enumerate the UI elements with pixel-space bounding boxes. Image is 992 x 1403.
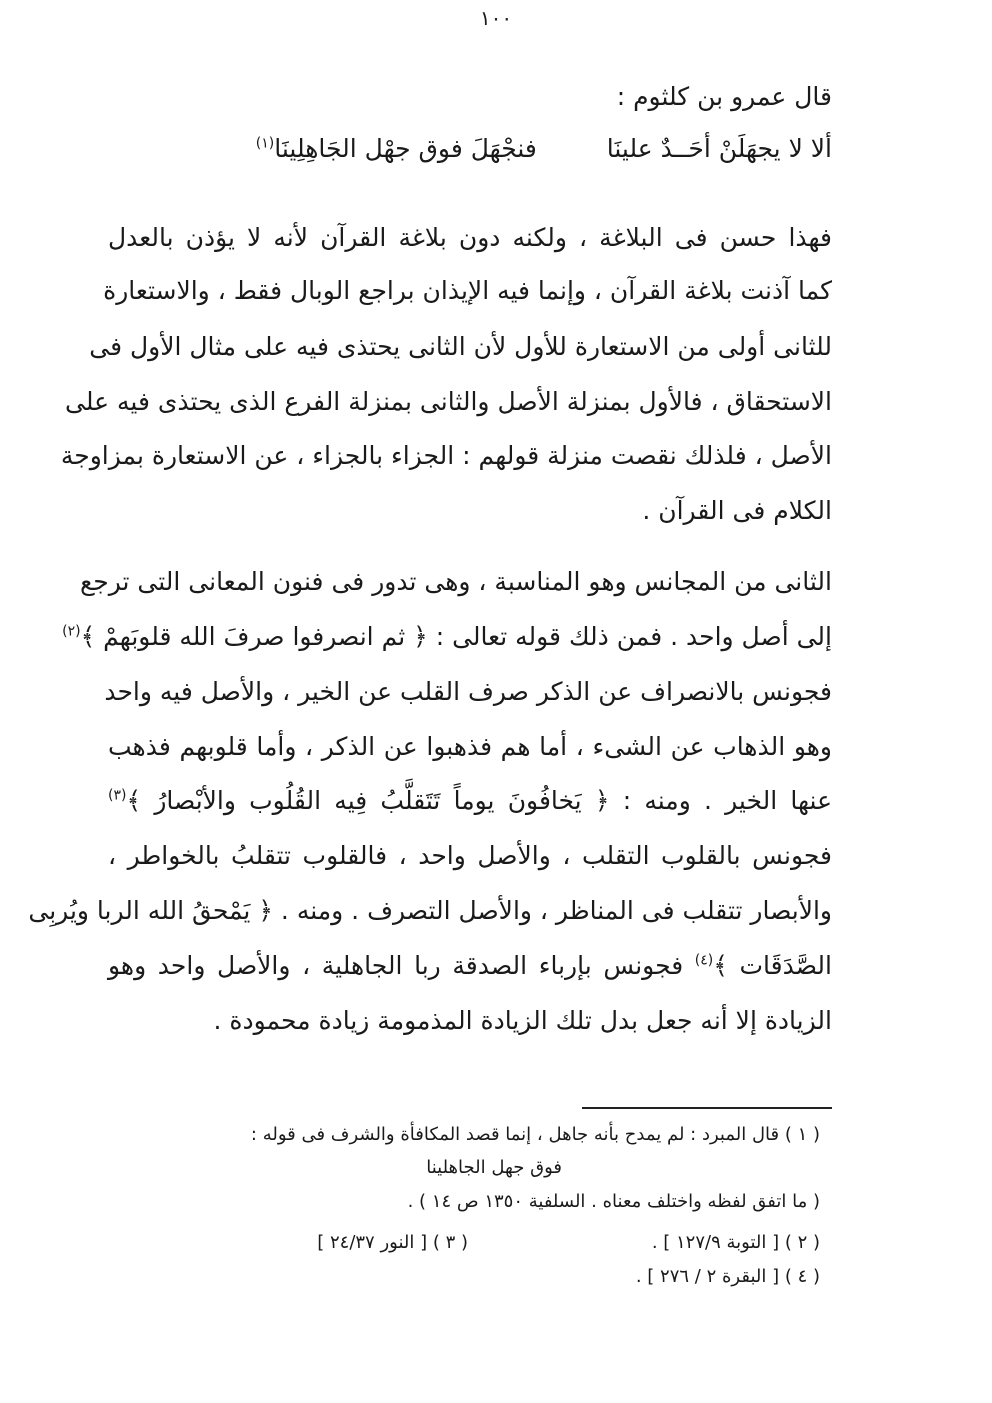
footnote-ref-4: (٤) xyxy=(694,952,714,969)
footnote-ref-3: (٣) xyxy=(108,787,127,804)
verse-second-hemistich xyxy=(256,134,537,163)
para2-line-3: فجونس بالانصراف عن الذكر صرف القلب عن الخير ، والأصل فيه واحد xyxy=(104,677,832,706)
verse-second-text: فنجْهَلَ فوق جهْل الجَاهِلِينَا xyxy=(274,134,537,163)
footnote-ref-1: (١) xyxy=(255,135,275,152)
para2-line-1: الثانى من المجانس وهو المناسبة ، وهى تدور فى فنون المعانى التى ترجع xyxy=(79,567,832,596)
footnote-3: ( ٣ ) [ النور ٢٤/٣٧ ] xyxy=(317,1232,468,1253)
para2-line-2 xyxy=(62,622,832,651)
poetry-verse xyxy=(256,134,832,163)
page-number: ١٠٠ xyxy=(479,6,513,30)
para2-line-8-text: الصَّدَقَات ﴾ xyxy=(713,951,832,980)
para1-line-2: كما آذنت بلاغة القرآن ، وإنما فيه الإيذان براجع الوبال فقط ، والاستعارة xyxy=(103,276,832,305)
para1-line-4: الاستحقاق ، فالأول بمنزلة الأصل والثانى بمنزلة الفرع الذى يحتذى فيه على xyxy=(65,387,832,416)
verse-first-hemistich: ألا لا يجهَلَنْ أحَــدٌ علينَا xyxy=(606,134,832,163)
para2-line-7: والأبصار تتقلب فى المناظر ، والأصل التصرف . ومنه . ﴿ يَمْحقُ الله الربا ويُربِى xyxy=(28,896,832,925)
para1-line-1: فهذا حسن فى البلاغة ، ولكنه دون بلاغة القرآن لأنه لا يؤذن بالعدل xyxy=(108,223,832,252)
para1-line-6: الكلام فى القرآن . xyxy=(642,496,832,525)
para2-line-8-tail: فجونس بإرباء الصدقة ربا الجاهلية ، والأصل واحد وهو xyxy=(108,951,695,980)
para2-line-6: فجونس بالقلوب التقلب ، والأصل واحد ، فالقلوب تتقلبُ بالخواطر ، xyxy=(108,841,832,870)
para2-line-4: وهو الذهاب عن الشىء ، أما هم فذهبوا عن الذكر ، وأما قلوبهم فذهب xyxy=(108,732,832,761)
footnote-1-line-2: فوق جهل الجاهلينا xyxy=(426,1157,562,1178)
para2-line-8 xyxy=(108,951,832,980)
para2-line-9: الزيادة إلا أنه جعل بدل تلك الزيادة المذمومة زيادة محمودة . xyxy=(213,1006,832,1035)
footnote-1-line-3: ( ما اتفق لفظه واختلف معناه . السلفية ١٣٥٠ ص ١٤ ) . xyxy=(407,1191,820,1212)
para2-line-5-text: عنها الخير . ومنه : ﴿ يَخافُونَ يوماً تَتَقلَّبُ فِيه القُلُوب والأبْصارُ ﴾ xyxy=(126,786,832,815)
para2-line-5 xyxy=(108,786,832,815)
footnote-4: ( ٤ ) [ البقرة ٢ / ٢٧٦ ] . xyxy=(635,1266,820,1287)
footnote-1-line-1: ( ١ ) قال المبرد : لم يمدح بأنه جاهل ، إنما قصد المكافأة والشرف فى قوله : xyxy=(250,1124,820,1145)
footnote-divider xyxy=(582,1107,832,1109)
para1-line-3: للثانى أولى من الاستعارة للأول لأن الثانى يحتذى فيه على مثال الأول فى xyxy=(89,332,832,361)
para1-line-5: الأصل ، فلذلك نقصت منزلة قولهم : الجزاء بالجزاء ، عن الاستعارة بمزاوجة xyxy=(60,441,832,470)
para2-line-2-text: إلى أصل واحد . فمن ذلك قوله تعالى : ﴿ ثم انصرفوا صرفَ الله قلوبَهمْ ﴾ xyxy=(80,622,832,651)
footnote-ref-2: (٢) xyxy=(62,623,81,640)
footnote-2: ( ٢ ) [ التوبة ١٢٧/٩ ] . xyxy=(651,1232,820,1253)
verse-intro: قال عمرو بن كلثوم : xyxy=(616,82,832,111)
